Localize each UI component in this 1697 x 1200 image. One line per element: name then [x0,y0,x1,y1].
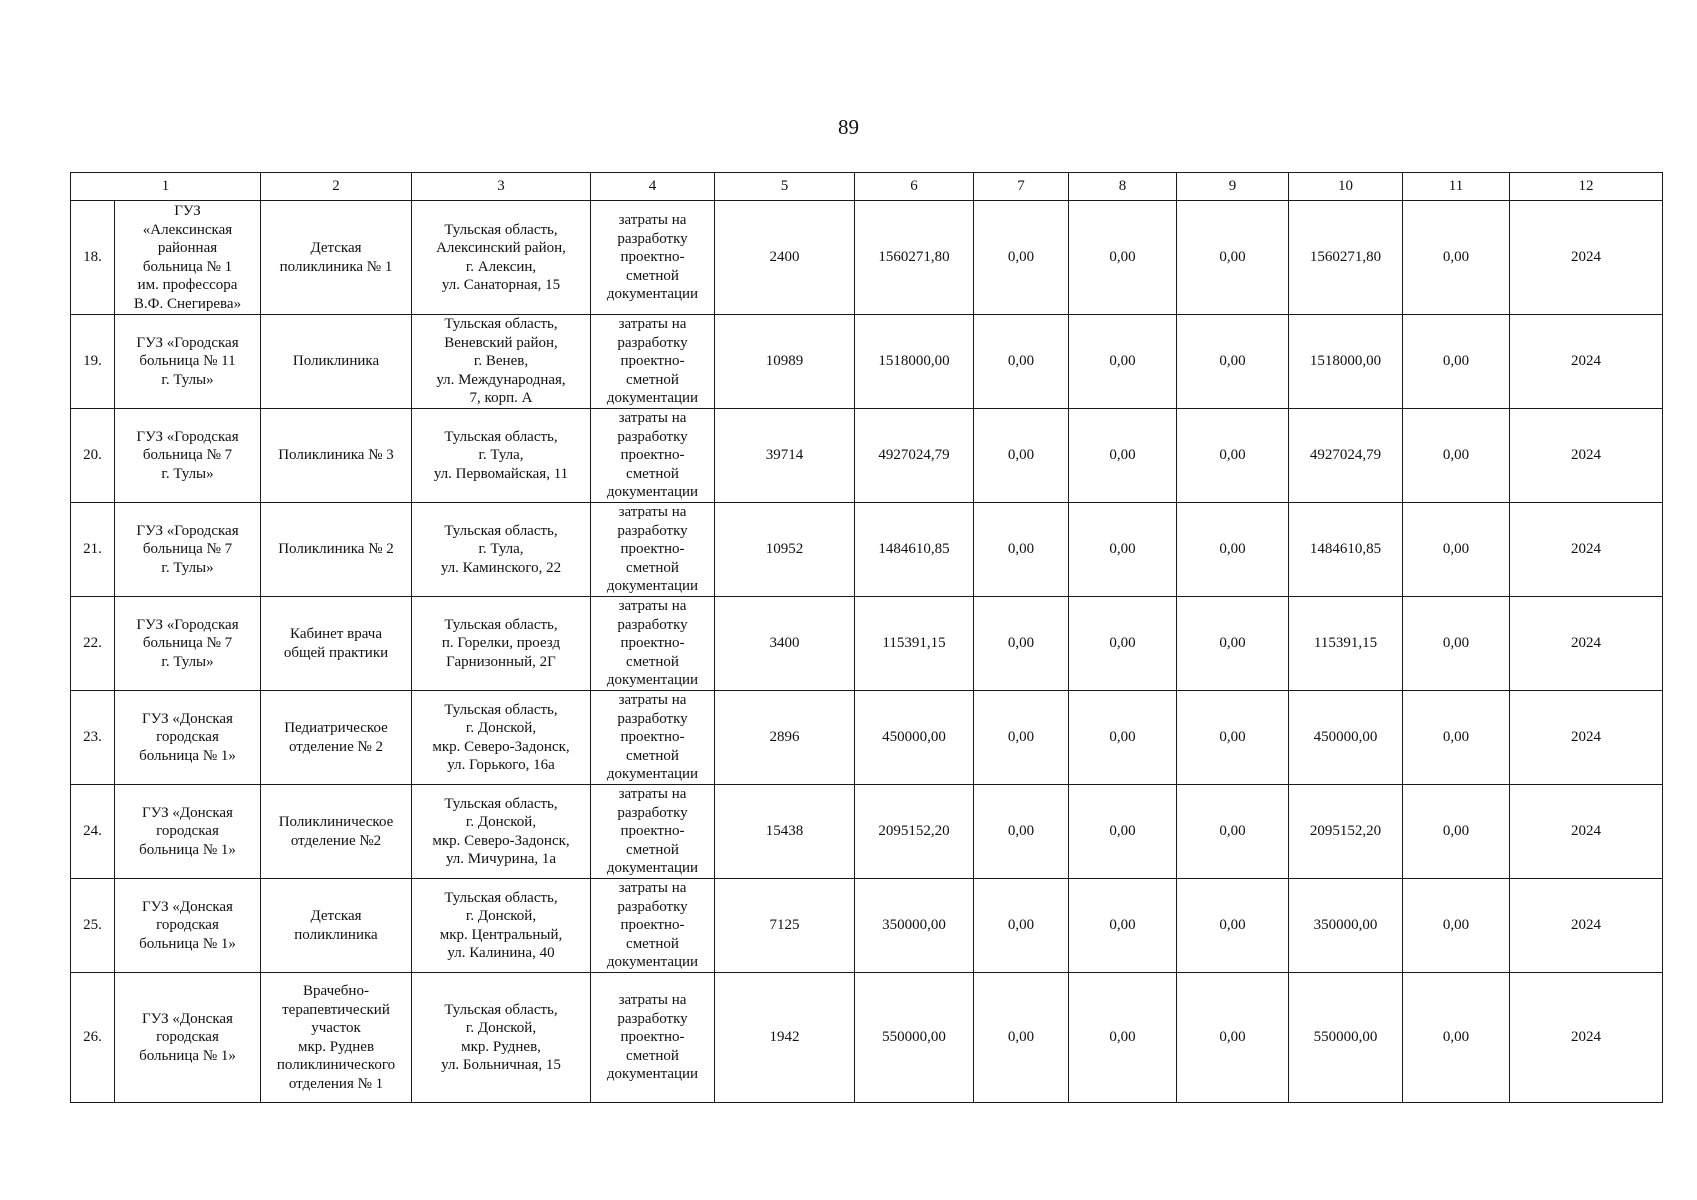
area-cell [715,879,855,973]
cell-text: затраты на разработку проектно- сметной документации [606,316,699,407]
area-cell [715,785,855,879]
table-row [71,315,1663,409]
facility-cell [261,785,412,879]
cell-text: 0,00 [1007,729,1035,746]
facility-cell [261,315,412,409]
cell-text: ГУЗ «Донская городская больница № 1» [139,898,236,952]
cell-text: 0,00 [1109,635,1136,652]
address-cell [412,597,591,691]
col9-cell [1177,409,1289,503]
year-cell [1510,973,1663,1103]
area-cell [715,409,855,503]
col11-cell [1403,691,1510,785]
cell-text: 2024 [1571,249,1601,266]
column-header: 10 [1289,173,1403,201]
year-cell [1510,503,1663,597]
total-amount-cell [855,785,974,879]
cell-text: 1560271,80 [878,249,950,266]
data-table [70,172,1663,1103]
cell-text: 2024 [1571,729,1601,746]
row-number-cell [71,785,115,879]
cell-text: Тульская область, г. Донской, мкр. Руднев, ул. Больничная, 15 [441,1001,561,1073]
column-header: 12 [1510,173,1663,201]
cell-text: 0,00 [1007,541,1035,558]
col7-cell [974,879,1069,973]
row-number-cell [71,409,115,503]
facility-cell [261,503,412,597]
row-number-cell [71,597,115,691]
col11-cell [1403,315,1510,409]
cell-text: 450000,00 [882,729,946,746]
year-cell [1510,597,1663,691]
cell-text: ГУЗ «Донская городская больница № 1» [139,1010,236,1064]
organization-cell [115,409,261,503]
total-amount-cell [855,409,974,503]
address-cell [412,503,591,597]
expense-type-cell [591,409,715,503]
cell-text: ГУЗ «Городская больница № 7 г. Тулы» [136,522,239,576]
facility-cell [261,879,412,973]
cell-text: Детская поликлиника № 1 [279,240,393,275]
col10-amount-cell [1289,691,1403,785]
address-cell [412,691,591,785]
col10-amount-cell [1289,201,1403,315]
cell-text: 0,00 [1109,353,1136,370]
organization-cell [115,973,261,1103]
total-amount-cell [855,201,974,315]
cell-text: 0,00 [1007,1029,1035,1046]
year-cell [1510,315,1663,409]
col7-cell [974,315,1069,409]
total-amount-cell [855,879,974,973]
cell-text: 0,00 [1442,635,1470,652]
col7-cell [974,503,1069,597]
cell-text: 0,00 [1109,447,1136,464]
cell-text: Поликлиническое отделение №2 [278,814,394,849]
cell-text: 0,00 [1219,729,1246,746]
facility-cell [261,973,412,1103]
col7-cell [974,973,1069,1103]
total-amount-cell [855,315,974,409]
page-number: 89 [838,115,859,139]
cell-text: 0,00 [1109,1029,1136,1046]
cell-text: 2024 [1571,635,1601,652]
column-header: 5 [715,173,855,201]
address-cell [412,879,591,973]
column-header: 8 [1069,173,1177,201]
cell-text: 0,00 [1442,917,1470,934]
cell-text: 2024 [1571,1029,1601,1046]
cell-text: ГУЗ «Городская больница № 11 г. Тулы» [136,334,239,388]
address-cell [412,973,591,1103]
table-row [71,597,1663,691]
organization-cell [115,879,261,973]
cell-text: 0,00 [1109,823,1136,840]
cell-text: 0,00 [1219,447,1246,464]
cell-text: 0,00 [1007,353,1035,370]
cell-text: 2095152,20 [1309,823,1382,840]
expense-type-cell [591,503,715,597]
row-number-cell [71,201,115,315]
cell-text: 0,00 [1219,823,1246,840]
cell-text: 2400 [769,249,800,266]
col10-amount-cell [1289,503,1403,597]
area-cell [715,691,855,785]
cell-text: затраты на разработку проектно- сметной документации [606,410,699,501]
address-cell [412,409,591,503]
cell-text: 0,00 [1007,249,1035,266]
cell-text: ГУЗ «Алексинская районная больница № 1 им. профессора В.Ф. Снегирева» [133,203,242,312]
cell-text: 0,00 [1442,447,1470,464]
col11-cell [1403,503,1510,597]
address-cell [412,201,591,315]
expense-type-cell [591,201,715,315]
row-number-cell [71,691,115,785]
area-cell [715,315,855,409]
cell-text: Тульская область, Веневский район, г. Венев, ул. Международная, 7, корп. А [436,316,566,407]
cell-text: 0,00 [1442,729,1470,746]
cell-text: 25. [83,917,102,934]
cell-text: Тульская область, г. Донской, мкр. Центральный, ул. Калинина, 40 [439,889,563,961]
col11-cell [1403,879,1510,973]
column-header: 7 [974,173,1069,201]
cell-text: 350000,00 [882,917,946,934]
table-row [71,409,1663,503]
col7-cell [974,785,1069,879]
organization-cell [115,691,261,785]
facility-cell [261,597,412,691]
cell-text: 0,00 [1219,917,1246,934]
cell-text: 19. [83,353,102,370]
col10-amount-cell [1289,409,1403,503]
row-number-cell [71,879,115,973]
col10-amount-cell [1289,597,1403,691]
col9-cell [1177,597,1289,691]
cell-text: 0,00 [1219,541,1246,558]
col7-cell [974,201,1069,315]
facility-cell [261,691,412,785]
cell-text: затраты на разработку проектно- сметной документации [606,598,699,689]
year-cell [1510,691,1663,785]
cell-text: Педиатрическое отделение № 2 [284,720,388,755]
column-header: 4 [591,173,715,201]
col8-cell [1069,785,1177,879]
cell-text: 18. [83,249,102,266]
column-header: 11 [1403,173,1510,201]
cell-text: Тульская область, п. Горелки, проезд Гарнизонный, 2Г [441,616,561,670]
total-amount-cell [855,973,974,1103]
total-amount-cell [855,503,974,597]
expense-type-cell [591,315,715,409]
cell-text: затраты на разработку проектно- сметной документации [606,786,699,877]
expense-type-cell [591,597,715,691]
cell-text: 0,00 [1109,541,1136,558]
col9-cell [1177,503,1289,597]
col8-cell [1069,315,1177,409]
cell-text: 39714 [765,447,804,464]
cell-text: 0,00 [1219,1029,1246,1046]
cell-text: 2896 [769,729,800,746]
cell-text: ГУЗ «Городская больница № 7 г. Тулы» [136,428,239,482]
cell-text: 26. [83,1029,102,1046]
col8-cell [1069,879,1177,973]
row-number-cell [71,973,115,1103]
cell-text: 2024 [1571,541,1601,558]
cell-text: 10989 [765,353,804,370]
cell-text: ГУЗ «Донская городская больница № 1» [139,804,236,858]
col10-amount-cell [1289,785,1403,879]
cell-text: 4927024,79 [878,447,950,464]
cell-text: Поликлиника № 3 [278,447,394,464]
table-row [71,785,1663,879]
column-header: 9 [1177,173,1289,201]
organization-cell [115,503,261,597]
cell-text: ГУЗ «Городская больница № 7 г. Тулы» [136,616,239,670]
cell-text: Тульская область, Алексинский район, г. Алексин, ул. Санаторная, 15 [436,221,566,293]
col10-amount-cell [1289,315,1403,409]
cell-text: 1518000,00 [878,353,950,370]
cell-text: затраты на разработку проектно- сметной документации [606,992,699,1083]
year-cell [1510,879,1663,973]
row-number-cell [71,315,115,409]
col9-cell [1177,879,1289,973]
col11-cell [1403,597,1510,691]
cell-text: 1560271,80 [1309,249,1382,266]
col8-cell [1069,409,1177,503]
facility-cell [261,201,412,315]
year-cell [1510,785,1663,879]
col7-cell [974,409,1069,503]
column-header: 1 [71,173,261,201]
cell-text: 20. [83,447,102,464]
cell-text: 550000,00 [882,1029,946,1046]
cell-text: 3400 [769,635,800,652]
cell-text: 0,00 [1109,917,1136,934]
cell-text: 2024 [1571,353,1601,370]
col11-cell [1403,409,1510,503]
cell-text: 1484610,85 [878,541,950,558]
total-amount-cell [855,691,974,785]
facility-cell [261,409,412,503]
cell-text: затраты на разработку проектно- сметной документации [606,212,699,303]
col9-cell [1177,785,1289,879]
cell-text: Тульская область, г. Донской, мкр. Северо-Задонск, ул. Горького, 16а [432,701,570,773]
cell-text: 0,00 [1442,1029,1470,1046]
column-header: 2 [261,173,412,201]
table-row [71,879,1663,973]
cell-text: 0,00 [1442,353,1470,370]
organization-cell [115,201,261,315]
cell-text: затраты на разработку проектно- сметной документации [606,692,699,783]
cell-text: 2095152,20 [878,823,950,840]
cell-text: 0,00 [1442,249,1470,266]
cell-text: Кабинет врача общей практики [283,626,389,661]
cell-text: 0,00 [1007,823,1035,840]
cell-text: Поликлиника [292,353,380,370]
cell-text: 0,00 [1007,635,1035,652]
area-cell [715,503,855,597]
row-number-cell [71,503,115,597]
cell-text: 7125 [769,917,800,934]
column-header: 6 [855,173,974,201]
cell-text: 15438 [765,823,804,840]
table-row [71,691,1663,785]
cell-text: 1518000,00 [1309,353,1382,370]
cell-text: Тульская область, г. Тула, ул. Первомайская, 11 [433,428,569,482]
total-amount-cell [855,597,974,691]
cell-text: 0,00 [1109,249,1136,266]
cell-text: 0,00 [1109,729,1136,746]
cell-text: 2024 [1571,823,1601,840]
area-cell [715,201,855,315]
col9-cell [1177,315,1289,409]
cell-text: Тульская область, г. Донской, мкр. Северо-Задонск, ул. Мичурина, 1а [432,795,570,867]
table-body [71,201,1663,1103]
header-row [71,173,1663,201]
area-cell [715,597,855,691]
cell-text: 115391,15 [882,635,946,652]
col8-cell [1069,973,1177,1103]
cell-text: Детская поликлиника [294,908,378,943]
cell-text: 0,00 [1007,447,1035,464]
cell-text: 1484610,85 [1309,541,1382,558]
expense-type-cell [591,973,715,1103]
cell-text: 0,00 [1442,823,1470,840]
cell-text: 0,00 [1007,917,1035,934]
organization-cell [115,597,261,691]
address-cell [412,785,591,879]
cell-text: 350000,00 [1313,917,1378,934]
column-header: 3 [412,173,591,201]
cell-text: 0,00 [1442,541,1470,558]
col11-cell [1403,785,1510,879]
cell-text: 10952 [765,541,804,558]
col11-cell [1403,201,1510,315]
col10-amount-cell [1289,879,1403,973]
col8-cell [1069,597,1177,691]
col8-cell [1069,691,1177,785]
cell-text: 0,00 [1219,353,1246,370]
cell-text: затраты на разработку проектно- сметной документации [606,504,699,595]
cell-text: 450000,00 [1313,729,1378,746]
cell-text: Тульская область, г. Тула, ул. Каминского, 22 [440,522,562,576]
year-cell [1510,409,1663,503]
table-row [71,973,1663,1103]
cell-text: Врачебно- терапевтический участок мкр. Руднев поликлинического отделения № 1 [276,983,396,1092]
cell-text: 0,00 [1219,249,1246,266]
cell-text: 550000,00 [1313,1029,1378,1046]
col7-cell [974,691,1069,785]
cell-text: 21. [83,541,102,558]
expense-type-cell [591,785,715,879]
col9-cell [1177,973,1289,1103]
table-row [71,503,1663,597]
cell-text: 22. [83,635,102,652]
col9-cell [1177,201,1289,315]
col11-cell [1403,973,1510,1103]
cell-text: 1942 [769,1029,800,1046]
cell-text: 23. [83,729,102,746]
organization-cell [115,315,261,409]
cell-text: Поликлиника № 2 [278,541,394,558]
cell-text: ГУЗ «Донская городская больница № 1» [139,710,236,764]
cell-text: 4927024,79 [1309,447,1382,464]
cell-text: 2024 [1571,447,1601,464]
cell-text: 24. [83,823,102,840]
expense-type-cell [591,691,715,785]
organization-cell [115,785,261,879]
col7-cell [974,597,1069,691]
col8-cell [1069,503,1177,597]
year-cell [1510,201,1663,315]
expense-type-cell [591,879,715,973]
cell-text: 2024 [1571,917,1601,934]
col9-cell [1177,691,1289,785]
address-cell [412,315,591,409]
cell-text: затраты на разработку проектно- сметной документации [606,880,699,971]
col10-amount-cell [1289,973,1403,1103]
col8-cell [1069,201,1177,315]
cell-text: 0,00 [1219,635,1246,652]
area-cell [715,973,855,1103]
cell-text: 115391,15 [1313,635,1378,652]
table-row [71,201,1663,315]
